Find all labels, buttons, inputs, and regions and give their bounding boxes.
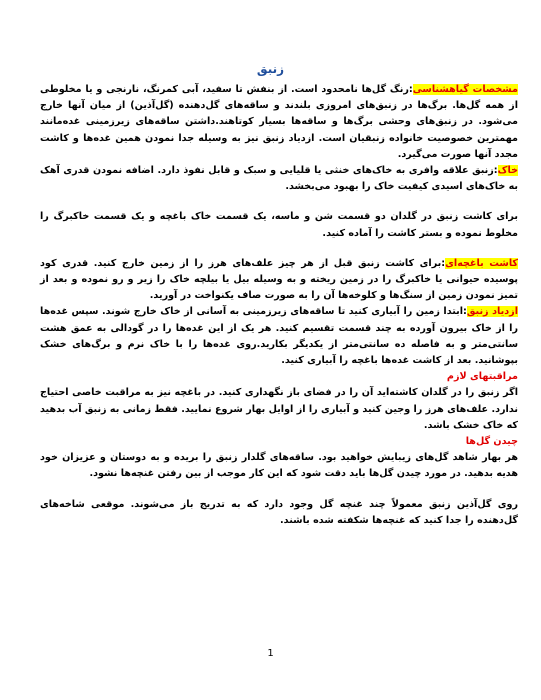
text-soil: :زنبق علاقه وافری به خاک‌های خنثی یا قلیایی و سبک و قابل نفوذ دارد. اضافه نمودن قدری آهک به خاک‌های اسیدی کیفیت خاک را بهبود می‌بخشد. bbox=[40, 165, 518, 193]
text-garden-planting: :برای کاشت زنبق قبل از هر چیز علف‌های هرز را از زمین خارج کنید. قدری کود پوسیده حیوانی یا خاکبرگ را در زمین ریخته و به وسیله بیل یا بیلچه خاک را زیر و رو نموده و بعد از تمیز نمودن زمین از سنگ‌ها و کلوخه‌ها آن را به صورت صاف یکنواخت در آورید. bbox=[40, 257, 518, 302]
label-propagation: ازدیاد زنبق bbox=[466, 306, 518, 318]
document-title: زنبق bbox=[256, 62, 285, 76]
paragraph-pot-planting: برای کاشت زنبق در گلدان دو قسمت شن و ماسه، یک قسمت خاک باغچه و یک قسمت خاکبرگ را مخلوط نموده و بستر کاشت را آماده کنید. bbox=[40, 211, 518, 239]
document-body bbox=[40, 82, 518, 529]
label-soil: خاک bbox=[497, 165, 518, 177]
label-botany: مشخصات گیاهشناسی bbox=[412, 84, 518, 95]
paragraph-care: اگر زنبق را در گلدان کاشته‌اید آن را در فضای باز نگهداری کنید. در باغچه نیز به مراقبت خاصی احتیاج ندارد. علف‌های هرز را وجین کنید و آبیاری را از اوایل بهار شروع نمایید. فقط زمانی به زنبق آب بدهید که خاک خشک باشد. bbox=[40, 387, 518, 431]
paragraph-propagation bbox=[40, 304, 518, 369]
paragraph-soil bbox=[40, 163, 518, 195]
text-propagation: :ابتدا زمین را آبیاری کنید تا ساقه‌های زیرزمینی به آسانی از خاک خارج شوند. سپس غده‌ها را از خاک بیرون آورده به چند قسمت تقسیم کنید. هر یک از این غده‌ها را در گودالی به عمق هشت سانتی‌متر و به فاصله ده سانتی‌متر از یکدیگر بکارید.روی غده‌ها را با خاک نرم و برگ‌های خشک بپوشانید. بعد از کاشت غده‌ها باغچه را آبیاری کنید. bbox=[40, 306, 518, 367]
paragraph-picking-flowers: هر بهار شاهد گل‌های زیبایش خواهید بود. ساقه‌های گلدار زنبق را بریده و به دوستان و عزیزان خود هدیه بدهید. در مورد چیدن گل‌ها باید دقت شود که این کار موجب از بین رفتن غنچه‌ها نشود. bbox=[40, 452, 518, 480]
label-garden-planting: کاشت باغچه‌ای bbox=[445, 257, 519, 269]
paragraph-botany bbox=[40, 82, 518, 163]
page-number: 1 bbox=[267, 648, 274, 659]
heading-care: مراقبتهای لازم bbox=[446, 371, 518, 383]
text-botany: :رنگ گل‌ها نامحدود است. از بنفش تا سفید، آبی کمرنگ، نارنجی و یا مخلوطی از همه گل‌ها. برگ‌ها در زنبق‌های امروزی بلندند و ساقه‌های گل‌دهنده (گل‌آذین) از میان آنها خارج می‌شود. در زنبق‌های وحشی برگ‌ها و ساقه‌ها بسیار کوتاهند.داشتن ساقه‌های زیرزمینی غده‌مانند مهمترین خصوصیت خانواده زنبقیان است. ازدیاد زنبق نیز به وسیله جدا نمودن همین غده‌ها و کاشت مجدد آنها صورت می‌گیرد. bbox=[40, 84, 518, 160]
paragraph-garden-planting bbox=[40, 256, 518, 305]
heading-picking-flowers: چیدن گل‌ها bbox=[465, 436, 518, 448]
paragraph-inflorescence: روی گل‌آذین زنبق معمولاً چند غنچه گل وجود دارد که به تدریج باز می‌شوند. موقعی شاخه‌های گل‌دهنده را جدا کنید که غنچه‌ها شکفته شده باشند. bbox=[40, 498, 518, 526]
